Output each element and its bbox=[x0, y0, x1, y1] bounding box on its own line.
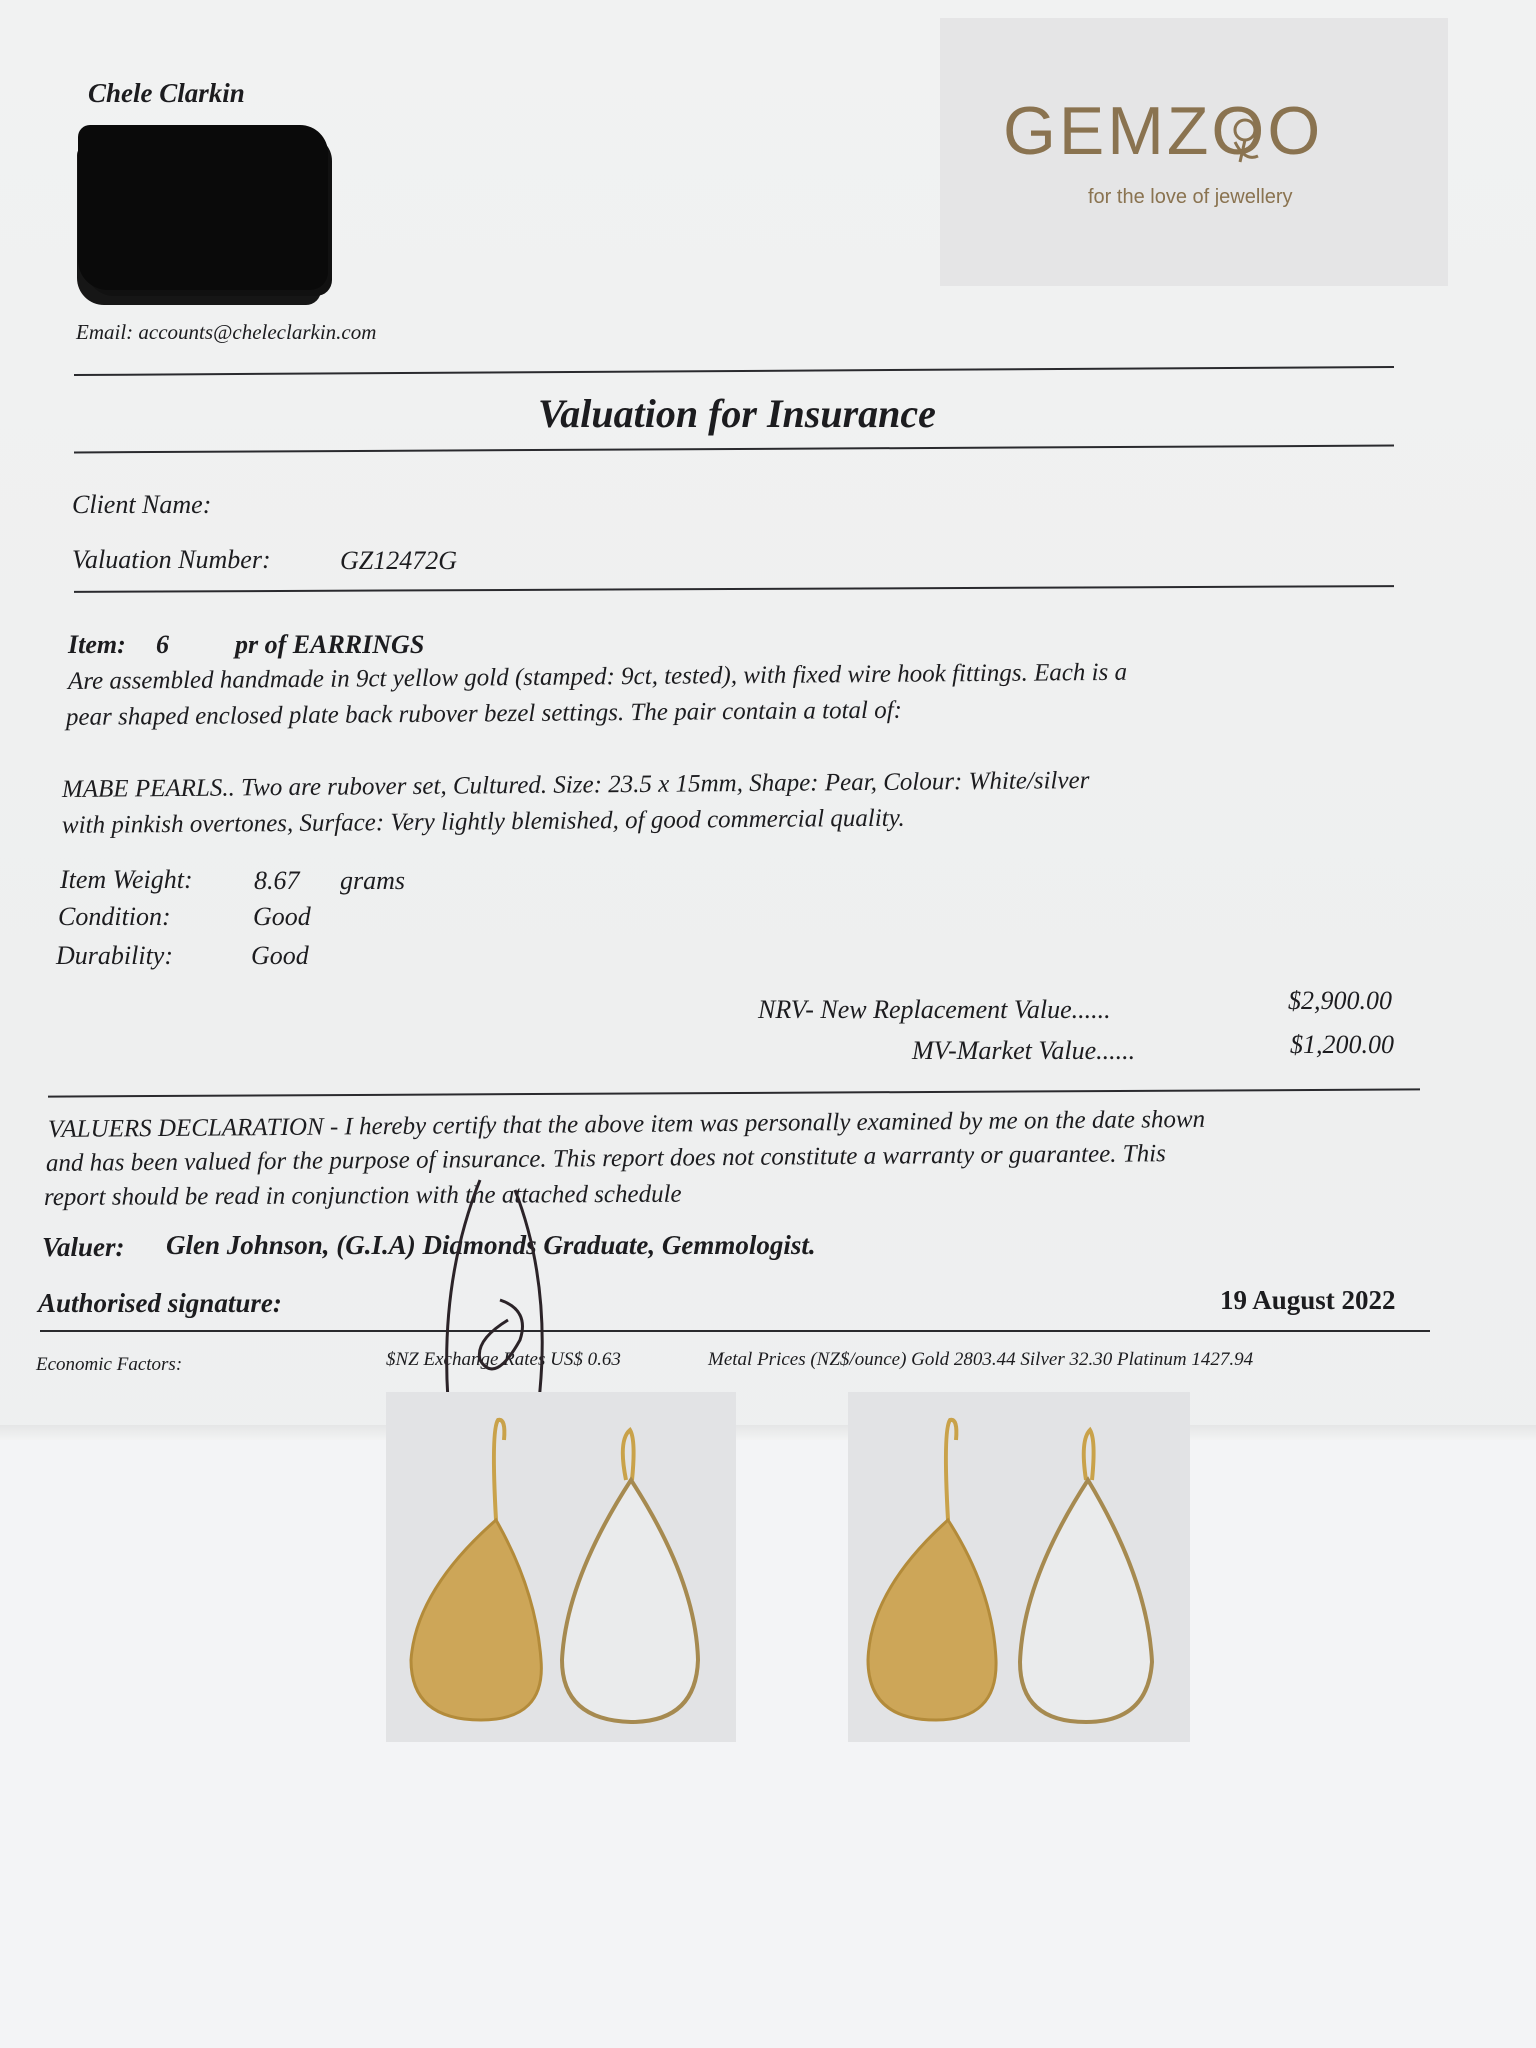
divider-top bbox=[74, 366, 1394, 376]
pearl-front-icon bbox=[562, 1480, 698, 1722]
monkey-logo-icon bbox=[1220, 112, 1270, 168]
condition-label: Condition: bbox=[58, 902, 171, 931]
item-label: Item: bbox=[68, 630, 126, 659]
pearls-line1: MABE PEARLS.. Two are rubover set, Cultured. Size: 23.5 x 15mm, Shape: Pear, Colour: White/silver bbox=[61, 767, 1090, 803]
exchange-rate: $NZ Exchange Rates US$ 0.63 bbox=[386, 1349, 621, 1370]
divider-title bbox=[74, 445, 1394, 454]
economic-label: Economic Factors: bbox=[36, 1354, 183, 1375]
company-name: Chele Clarkin bbox=[88, 78, 245, 108]
signature-label: Authorised signature: bbox=[38, 1288, 282, 1318]
declaration-line2: and has been valued for the purpose of insurance. This report does not constitute a warranty or guarantee. This bbox=[45, 1140, 1166, 1177]
item-title: pr of EARRINGS bbox=[235, 630, 425, 659]
mv-value: $1,200.00 bbox=[1290, 1030, 1394, 1059]
valuer-label: Valuer: bbox=[42, 1232, 125, 1262]
divider-signature bbox=[40, 1330, 1430, 1332]
weight-value: 8.67 bbox=[254, 866, 300, 895]
redacted-address bbox=[78, 125, 328, 290]
valuer-value: Glen Johnson, (G.I.A) Diamonds Graduate, Gemmologist. bbox=[166, 1230, 816, 1260]
gold-back-icon bbox=[411, 1520, 541, 1720]
durability-label: Durability: bbox=[56, 941, 173, 970]
pearls-line2: with pinkish overtones, Surface: Very lightly blemished, of good commercial quality. bbox=[61, 804, 905, 839]
weight-label: Item Weight: bbox=[60, 865, 193, 894]
pearl-front-icon bbox=[1020, 1480, 1152, 1722]
mv-label: MV-Market Value...... bbox=[912, 1036, 1136, 1065]
declaration-line3: report should be read in conjunction with the attached schedule bbox=[43, 1180, 682, 1211]
logo-tagline: for the love of jewellery bbox=[1088, 186, 1293, 208]
gemzoo-logo: GEMZOO bbox=[1003, 93, 1324, 169]
divider-values bbox=[48, 1088, 1420, 1097]
document-title: Valuation for Insurance bbox=[538, 391, 936, 436]
metal-prices: Metal Prices (NZ$/ounce) Gold 2803.44 Silver 32.30 Platinum 1427.94 bbox=[708, 1349, 1254, 1370]
divider-client bbox=[74, 585, 1394, 593]
earring-pair-left bbox=[386, 1400, 736, 1730]
client-name-label: Client Name: bbox=[72, 490, 212, 519]
nrv-label: NRV- New Replacement Value...... bbox=[758, 995, 1111, 1024]
earring-pair-right bbox=[848, 1400, 1188, 1730]
gold-back-icon bbox=[868, 1520, 996, 1720]
item-description-line1: Are assembled handmade in 9ct yellow gold (stamped: 9ct, tested), with fixed wire hook fittings. Each is a bbox=[67, 658, 1128, 695]
email-line: Email: accounts@cheleclarkin.com bbox=[76, 320, 377, 344]
valuation-number-value: GZ12472G bbox=[340, 546, 458, 575]
declaration-line1: VALUERS DECLARATION - I hereby certify that the above item was personally examined by me on the date shown bbox=[47, 1105, 1206, 1143]
durability-value: Good bbox=[251, 941, 309, 970]
signature-date: 19 August 2022 bbox=[1220, 1285, 1396, 1315]
valuation-number-label: Valuation Number: bbox=[72, 545, 271, 574]
item-description-line2: pear shaped enclosed plate back rubover bezel settings. The pair contain a total of: bbox=[65, 696, 903, 731]
weight-unit: grams bbox=[340, 866, 406, 895]
lower-paper bbox=[0, 1440, 1536, 2048]
item-number: 6 bbox=[156, 630, 169, 659]
nrv-value: $2,900.00 bbox=[1288, 986, 1392, 1015]
condition-value: Good bbox=[253, 902, 311, 931]
